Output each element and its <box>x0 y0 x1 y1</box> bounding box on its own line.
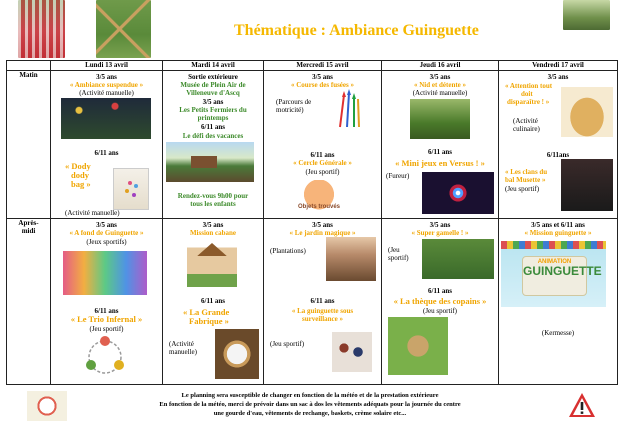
activity-title: surveillance » <box>301 315 344 323</box>
meeting-time: tous les enfants <box>190 200 236 208</box>
age-label: 6/11 ans <box>310 151 335 159</box>
activity-title: « Mission guinguette » <box>524 229 592 237</box>
baseball-field-picture <box>388 317 448 375</box>
corner-cell <box>7 61 51 71</box>
day-header: Jeudi 16 avril <box>382 61 499 71</box>
garden-photo <box>326 237 376 281</box>
activity-title: « La Grande <box>183 307 230 317</box>
weekly-planning-table <box>6 60 618 385</box>
day-header: Mercredi 15 avril <box>264 61 382 71</box>
age-label: 3/5 ans <box>202 98 224 106</box>
activity-title: « La guinguette sous <box>291 307 354 315</box>
activity-type: (Activité manuelle) <box>79 89 134 97</box>
age-label: 6/11 ans <box>428 148 452 156</box>
outing-place: Villeneuve d'Ascq <box>186 89 240 97</box>
activity-type: (Fureur) <box>386 172 410 180</box>
badge-line-1: ANIMATION <box>537 258 572 265</box>
activity-title: Le défi des vacances <box>182 132 244 140</box>
farm-museum-photo <box>166 142 254 182</box>
activity-title: Les Petits Fermiers du <box>179 106 247 114</box>
age-label: 6/11 ans <box>201 123 225 131</box>
found-objects-label: Objets trouvés <box>297 204 340 210</box>
cell-tuesday-afternoon <box>163 219 264 385</box>
surveillance-picture <box>332 332 372 372</box>
age-label: 6/11 ans <box>94 149 119 157</box>
guinguette-banner <box>501 241 606 307</box>
activity-type: sportif) <box>388 254 409 262</box>
activity-title: « Cercle Générale » <box>293 159 352 167</box>
activity-title: « Les clans du <box>505 168 548 176</box>
activity-type: motricité) <box>276 106 304 114</box>
age-label: 3/5 ans <box>96 221 117 229</box>
age-label: 3/5 ans <box>312 73 333 81</box>
activity-type: (Plantations) <box>270 247 306 255</box>
garland-photo <box>61 98 151 139</box>
activity-type: manuelle) <box>169 348 197 356</box>
footer-note-2: En fonction de la météo, merci de prévoir dans un sac à dos les vêtements adéquats pour la journée du centre <box>159 401 461 408</box>
activity-title: dody <box>71 170 89 180</box>
activity-type: (Jeu sportif) <box>505 185 540 193</box>
found-objects-picture <box>294 180 344 216</box>
cell-wednesday-afternoon <box>264 219 382 385</box>
activity-title: « Le jardin magique » <box>289 229 356 237</box>
age-label: 3/5 ans <box>429 221 451 229</box>
nest-photo <box>410 99 470 139</box>
activity-title: Mission cabane <box>189 229 237 237</box>
morning-row <box>7 71 618 219</box>
crafts-photo <box>215 329 259 379</box>
day-header: Vendredi 17 avril <box>499 61 618 71</box>
age-label: 6/11 ans <box>428 287 452 295</box>
page-title: Thématique : Ambiance Guinguette <box>234 22 479 39</box>
garden-path-photo <box>563 0 610 30</box>
age-label: 3/5 ans <box>202 221 224 229</box>
day-header-row <box>7 61 618 71</box>
dancers-picture <box>63 251 147 295</box>
cell-thursday-morning <box>382 71 499 219</box>
cell-friday-morning <box>499 71 618 219</box>
activity-type: (Kermesse) <box>541 329 575 337</box>
versus-photo <box>422 172 494 214</box>
activity-type: (Activité <box>513 117 538 125</box>
age-label: 6/11 ans <box>201 297 225 305</box>
outing-label: Sortie extérieure <box>188 73 238 81</box>
age-label: 6/11 ans <box>310 297 335 305</box>
food-plate-photo <box>27 391 67 421</box>
trio-circle-picture <box>83 335 127 379</box>
activity-type: (Activité <box>169 340 194 348</box>
tart-photo <box>561 87 613 137</box>
activity-title: printemps <box>197 114 229 122</box>
guinguette-badge <box>522 256 602 296</box>
kids-playing-photo <box>422 239 494 279</box>
day-header: Lundi 13 avril <box>51 61 163 71</box>
activity-type: (Activité manuelle) <box>412 89 468 97</box>
age-label: 3/5 ans <box>547 73 569 81</box>
dance-show-photo <box>561 159 613 211</box>
activity-title: « A fond de Guinguette » <box>69 229 144 237</box>
activity-title: « La thèque des copains » <box>393 296 487 306</box>
activity-type: culinaire) <box>513 125 540 133</box>
footer-note-3: une gourde d'eau, vêtements de rechange, baskets, crème solaire etc... <box>213 410 407 417</box>
afternoon-row <box>7 219 618 385</box>
activity-title: « Dody <box>65 161 91 171</box>
activity-title: Fabrique » <box>189 316 229 326</box>
cell-monday-morning <box>51 71 163 219</box>
activity-type: (Jeux sportifs) <box>86 238 127 246</box>
activity-title: « Ambiance suspendue » <box>69 81 144 89</box>
cell-thursday-afternoon <box>382 219 499 385</box>
activity-type: (Jeu sportif) <box>270 340 305 348</box>
rockets-picture <box>334 89 364 129</box>
age-label: 6/11 ans <box>94 307 119 315</box>
badge-line-2: GUINGUETTE <box>523 263 602 278</box>
activity-title: bal Musette » <box>505 176 546 184</box>
bunting-decoration <box>501 241 606 249</box>
activity-type: (Jeu <box>388 246 400 254</box>
activity-title: disparaître ! » <box>507 98 550 106</box>
age-label: 3/5 ans <box>429 73 451 81</box>
activity-title: « Mini jeux en Versus ! » <box>395 158 485 168</box>
outing-place: Musée de Plein Air de <box>180 81 246 89</box>
age-label: 3/5 ans <box>312 221 333 229</box>
activity-title: « Super gamelle ! » <box>411 229 469 237</box>
cell-tuesday-morning <box>163 71 264 219</box>
cell-friday-afternoon <box>499 219 618 385</box>
activity-title: « Le Trio Infernal » <box>70 314 143 324</box>
activity-type: (Jeu sportif) <box>89 325 124 333</box>
age-label: 6/11ans <box>546 151 570 159</box>
age-label: 3/5 ans <box>96 73 117 81</box>
activity-type: (Jeu sportif) <box>305 168 340 176</box>
activity-type: (Jeu sportif) <box>422 307 458 315</box>
cabin-picture <box>187 243 237 287</box>
footer-note-1: Le planning sera susceptible de changer en fonction de la météo et de la prestation extérieure <box>181 392 439 399</box>
activity-title: doit <box>521 90 533 98</box>
activity-title: « Course des fusées » <box>291 81 354 89</box>
activity-type: (Activité manuelle) <box>65 209 120 217</box>
picnic-table-photo <box>18 0 65 58</box>
row-label-afternoon: Après- midi <box>7 219 51 385</box>
cell-monday-afternoon <box>51 219 163 385</box>
activity-title: bag » <box>71 179 91 189</box>
warning-icon <box>568 392 596 418</box>
garden-structure-photo <box>96 0 151 58</box>
row-label-morning: Matin <box>7 71 51 219</box>
activity-type: (Parcours de <box>276 98 312 106</box>
tote-bag-photo <box>113 168 149 210</box>
age-label: 3/5 ans et 6/11 ans <box>531 221 585 229</box>
cell-wednesday-morning <box>264 71 382 219</box>
activity-title: « Nid et détente » <box>413 81 467 89</box>
meeting-time: Rendez-vous 9h00 pour <box>177 192 249 200</box>
activity-title: « Attention tout <box>505 82 553 90</box>
day-header: Mardi 14 avril <box>163 61 264 71</box>
